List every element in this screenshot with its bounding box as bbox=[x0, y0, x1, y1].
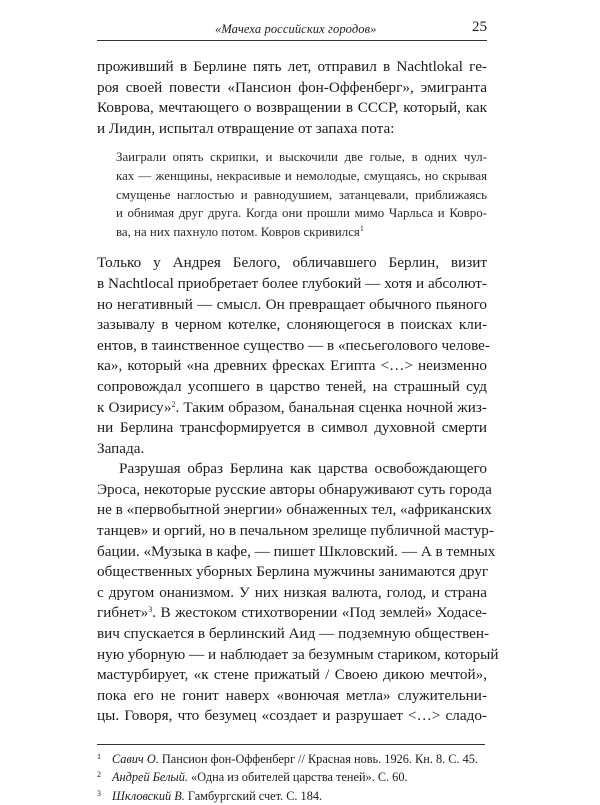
paragraph-1 bbox=[97, 57, 487, 139]
running-head: «Мачеха российских городов» bbox=[215, 22, 377, 36]
text-line: Только у Андрея Белого, обличавшего Берлин, визит bbox=[97, 254, 487, 272]
footnotes bbox=[97, 750, 487, 805]
text-line: сопровождал усопшего в царство теней, на страшный суд bbox=[97, 377, 487, 395]
book-page bbox=[97, 18, 499, 805]
page-number: 25 bbox=[472, 19, 487, 35]
paragraph-3 bbox=[97, 459, 499, 727]
quote-line: ках — женщины, некрасивые и немолодые, смущаясь, но скрывая bbox=[116, 168, 487, 183]
footnote-author: Савич О. bbox=[112, 752, 159, 766]
text-line bbox=[97, 398, 487, 419]
text-line: не в «первобытной энергии» обнаженных тел, «африканских bbox=[97, 501, 492, 519]
text-line: и Лидин, испытал отвращение от запаха пота: bbox=[97, 119, 395, 137]
text-line: ентов, в таинственное существо — в «песьеголового челове- bbox=[97, 336, 490, 354]
footnote-3: 3 Шкловский В. Гамбургский счет. С. 184. bbox=[97, 788, 323, 803]
footnote-divider bbox=[97, 744, 485, 745]
text-line: вич спускается в берлинский Аид — подземную обществен- bbox=[97, 625, 490, 643]
text-line: проживший в Берлине пять лет, отправил в Nachtlokal ге- bbox=[97, 58, 487, 75]
text-line: зазывалу в черном котелке, слоняющегося в поисках кли- bbox=[97, 316, 487, 334]
text-line: ка», который «на древних фресках Египта <…> неизменно bbox=[97, 357, 487, 375]
text-segment: гибнет» bbox=[97, 604, 149, 622]
footnote-ref-2[interactable]: 2 bbox=[171, 399, 176, 409]
block-quote bbox=[116, 148, 487, 241]
text-line: танцев» и оргий, но в печальном зрелище публичной мастур- bbox=[97, 522, 494, 540]
text-line: пока его не гонит наверх «вонючая метла» служительни- bbox=[97, 686, 487, 704]
footnote-2: 2 Андрей Белый. «Одна из обителей царства теней». С. 60. bbox=[97, 770, 408, 785]
quote-line-text: ва, на них пахнуло потом. Ковров скривился bbox=[116, 224, 360, 239]
footnote-author: Андрей Белый. bbox=[112, 770, 188, 785]
text-line: Разрушая образ Берлина как царства освобождающего bbox=[119, 460, 487, 478]
text-line: Коврова, мечтающего о возвращении в СССР, который, как bbox=[97, 99, 487, 117]
text-segment: к Озирису» bbox=[97, 398, 172, 416]
quote-line: смущенье наглостью и равнодушием, затанцевали, приближаясь bbox=[116, 187, 487, 202]
footnote-author: Шкловский В. bbox=[112, 788, 185, 803]
footnote-ref-1[interactable]: 1 bbox=[359, 223, 364, 233]
text-line: с другом онанизмом. У них низкая валюта, голод, и страна bbox=[97, 583, 487, 601]
paragraph-2 bbox=[97, 253, 490, 459]
text-line: но негативный — смысл. Он превращает обычного пьяного bbox=[97, 295, 487, 313]
quote-line: Заиграли опять скрипки, и выскочили две голые, в одних чул- bbox=[116, 150, 487, 165]
quote-line: и обнимая друг друга. Когда они прошли мимо Чарльса и Ковро- bbox=[116, 206, 487, 221]
footnote-text: «Одна из обителей царства теней». С. 60. bbox=[187, 770, 408, 785]
text-line: Эроса, некоторые русские авторы обнаруживают суть города bbox=[97, 480, 492, 498]
text-line: цы. Говоря, что безумец «создает и разрушает <…> сладо- bbox=[97, 707, 487, 725]
text-line: общественных уборных Берлина мужчины занимаются друг bbox=[97, 563, 489, 581]
text-segment: . В жестоком стихотворении «Под землей» Ходасе- bbox=[152, 604, 487, 622]
text-segment: . Таким образом, банальная сценка ночной жиз- bbox=[175, 398, 487, 416]
footnote-ref-3[interactable]: 3 bbox=[148, 605, 153, 615]
main-text bbox=[97, 57, 499, 727]
quote-line bbox=[116, 223, 487, 242]
footnote-1: 1 Савич О. Пансион фон-Оффенберг // Красная новь. 1926. Кн. 8. С. 45. bbox=[97, 752, 478, 766]
footnote-text: Гамбургский счет. С. 184. bbox=[184, 788, 323, 803]
text-line bbox=[97, 603, 487, 624]
text-line: роя своей повести «Пансион фон-Оффенберг», эмигранта bbox=[97, 78, 487, 96]
footnote-text: Пансион фон-Оффенберг // Красная новь. 1926. Кн. 8. С. 45. bbox=[158, 752, 478, 766]
text-line: ную уборную — и наблюдает за безумным стариком, который bbox=[97, 645, 499, 663]
text-line: бации. «Музыка в кафе, — пишет Шкловский. — А в темных bbox=[97, 542, 496, 560]
text-line: мастурбирует, «к стене прижатый / Своею дикою мечтой», bbox=[97, 666, 487, 684]
text-line: в Nachtlocal приобретает более глубокий — хотя и абсолют- bbox=[97, 274, 487, 292]
text-line: ни Берлина трансформируется в символ духовной смерти bbox=[97, 419, 487, 437]
text-line: Запада. bbox=[97, 439, 145, 457]
page-header bbox=[97, 18, 487, 41]
